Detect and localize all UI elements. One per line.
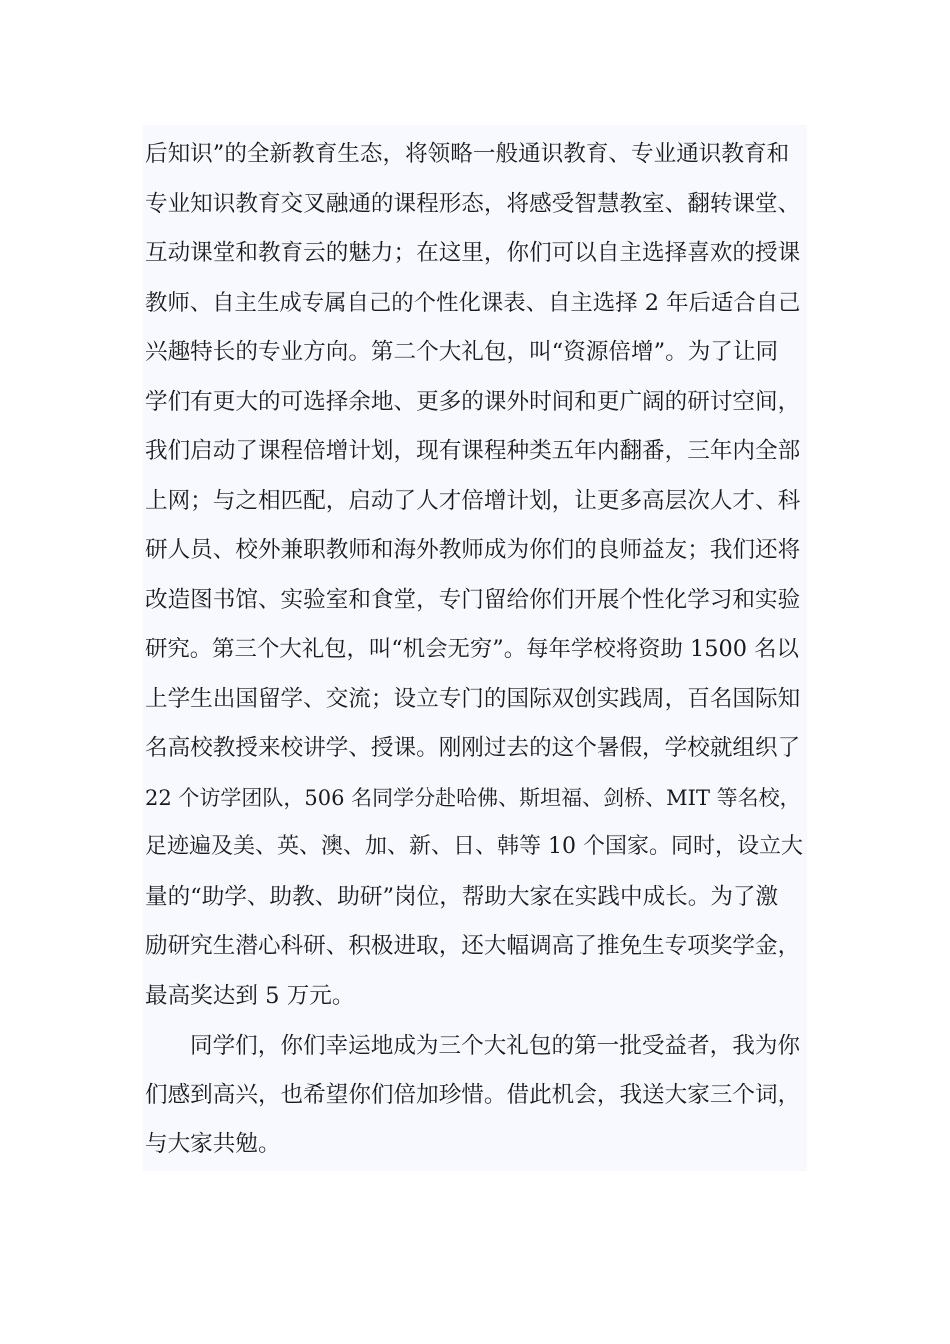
text-line: 我们启动了课程倍增计划，现有课程种类五年内翻番，三年内全部 — [145, 438, 801, 464]
text-line: 22 个访学团队，506 名同学分赴哈佛、斯坦福、剑桥、MIT 等名校， — [145, 786, 801, 810]
text-line: 教师、自主生成专属自己的个性化课表、自主选择 2 年后适合自己 — [145, 290, 801, 316]
text-line: 研人员、校外兼职教师和海外教师成为你们的良师益友；我们还将 — [145, 537, 801, 563]
text-line: 上学生出国留学、交流；设立专门的国际双创实践周，百名国际知 — [145, 686, 801, 712]
text-line: 专业知识教育交叉融通的课程形态，将感受智慧教室、翻转课堂、 — [145, 191, 801, 217]
text-line: 们感到高兴，也希望你们倍加珍惜。借此机会，我送大家三个词， — [145, 1082, 801, 1108]
text-line: 足迹遍及美、英、澳、加、新、日、韩等 10 个国家。同时，设立大 — [145, 834, 803, 859]
text-line: 互动课堂和教育云的魅力；在这里，你们可以自主选择喜欢的授课 — [145, 240, 801, 266]
text-line: 名高校教授来校讲学、授课。刚刚过去的这个暑假，学校就组织了 — [145, 735, 801, 761]
text-line: 兴趣特长的专业方向。第二个大礼包，叫“资源倍增”。为了让同 — [145, 339, 779, 365]
text-line: 学们有更大的可选择余地、更多的课外时间和更广阔的研讨空间， — [145, 389, 801, 415]
document-text-block — [143, 125, 807, 1171]
paragraph-first-line: 同学们，你们幸运地成为三个大礼包的第一批受益者，我为你 — [190, 1033, 801, 1059]
text-line: 改造图书馆、实验室和食堂，专门留给你们开展个性化学习和实验 — [145, 587, 801, 613]
text-line: 上网；与之相匹配，启动了人才倍增计划，让更多高层次人才、科 — [145, 488, 801, 514]
text-line: 与大家共勉。 — [145, 1131, 281, 1157]
text-line: 励研究生潜心科研、积极进取，还大幅调高了推免生专项奖学金， — [145, 933, 801, 959]
text-line: 量的“助学、助教、助研”岗位，帮助大家在实践中成长。为了激 — [145, 884, 779, 910]
text-line: 后知识”的全新教育生态，将领略一般通识教育、专业通识教育和 — [145, 141, 790, 167]
text-line: 最高奖达到 5 万元。 — [145, 983, 355, 1009]
text-line: 研究。第三个大礼包，叫“机会无穷”。每年学校将资助 1500 名以 — [145, 636, 799, 662]
